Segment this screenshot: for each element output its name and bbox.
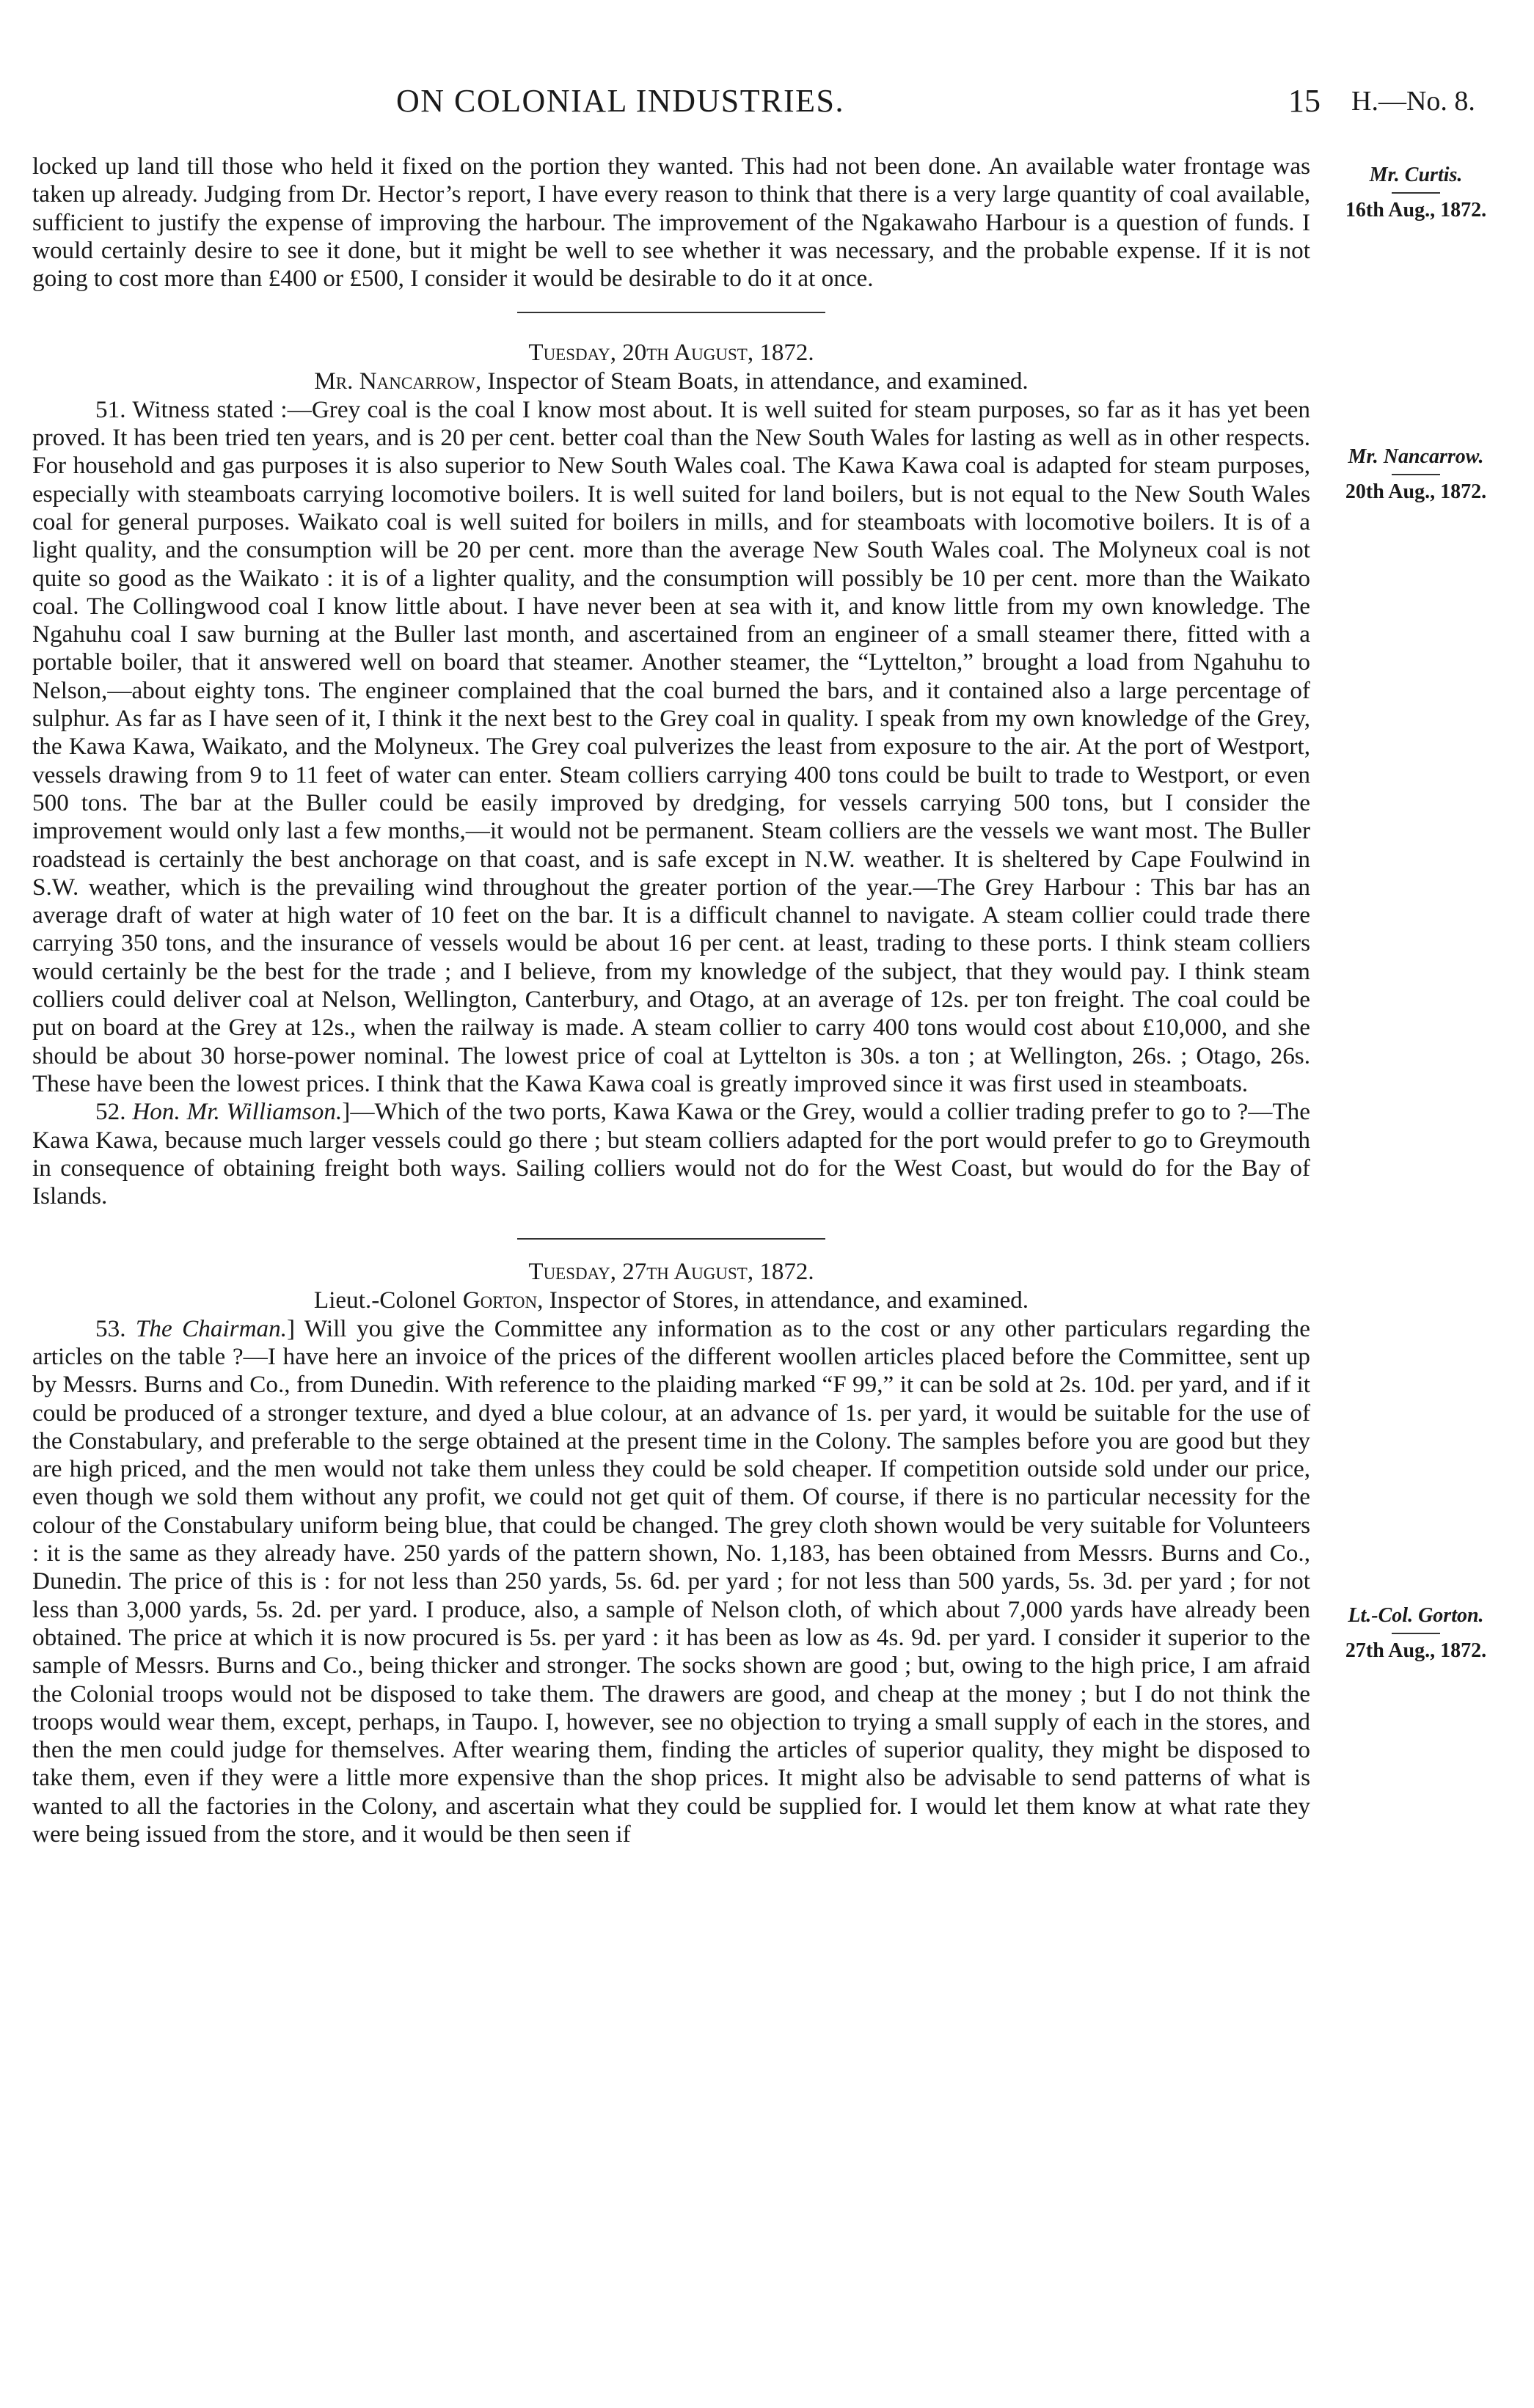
witness-name: Mr. Nancarrow <box>314 367 475 395</box>
speaker: The Chairman. <box>135 1314 288 1342</box>
paragraph-text: ]—Which of the two ports, Kawa Kawa or the Grey, would a collier trading prefer to go to ?—The Kawa Kawa, because much larger vessels could go there ; but steam colliers adapted for the port would prefer to go to Greymouth in consequence of obtaining freight both ways. Sailing colliers would not do for the West Coast, but would do for the Bay of Islands. <box>32 1098 1310 1210</box>
witness-role: , Inspector of Stores, in attendance, and examined. <box>537 1287 1029 1314</box>
margin-note-curtis <box>1321 163 1511 223</box>
margin-note-nancarrow <box>1321 444 1511 505</box>
date-heading-27-august: Tuesday, 27th August, 1872. <box>528 1259 814 1286</box>
paragraph-number: 52. <box>95 1098 133 1126</box>
margin-note-date: 16th Aug., 1872. <box>1345 199 1487 222</box>
margin-note-name: Lt.-Col. Gorton. <box>1348 1604 1484 1627</box>
running-title: ON COLONIAL INDUSTRIES. <box>396 83 844 119</box>
section-divider <box>517 312 825 313</box>
margin-note-rule <box>1392 474 1440 475</box>
margin-note-gorton <box>1321 1603 1511 1664</box>
witness-line-gorton <box>32 1287 1310 1314</box>
margin-note-name: Mr. Nancarrow. <box>1348 445 1484 468</box>
witness-line-nancarrow <box>32 367 1310 395</box>
witness-prefix: Lieut.-Colonel <box>313 1287 463 1314</box>
paragraph-text: ] Will you give the Committee any information as to the cost or any other particulars regarding the articles on the table ?—I have here an invoice of the prices of the different woollen articles placed before the Committee, sent up by Messrs. Burns and Co., from Dunedin. With reference to the plaiding marked “F 99,” it can be sold at 2s. 10d. per yard, and if it could be produced of a stronger texture, and dyed a blue colour, at an advance of 1s. per yard, it would be suitable for the use of the Constabulary, and preferable to the serge obtained at the present time in the Colony. The samples before you are good but they are high priced, and the men would not take them unless they could be sold cheaper. If competition outside sold under our price, even though we sold them without any profit, we could not get quit of them. Of course, if there is no particular necessity for the colour of the Constabulary uniform being blue, that could be changed. The grey cloth shown would be very suitable for Volunteers : it is the same as they already have. 250 yards of the pattern shown, No. 1,183, has been obtained from Messrs. Burns and Co., Dunedin. The price of this is : for not less than 250 yards, 5s. 6d. per yard ; for not less than 500 yards, 5s. 3d. per yard ; for not less than 3,000 yards, 5s. 2d. per yard. I produce, also, a sample of Nelson cloth, of which about 7,000 yards have already been obtained. The price at which it is now procured is 5s. per yard : it has been as low as 4s. 9d. per yard. I consider it superior to the sample of Messrs. Burns and Co., being thicker and stronger. The socks shown are good ; but, owing to the high price, I am afraid the Colonial troops would not be disposed to take them. The drawers are good, and cheap at the money ; but I do not think the troops would wear them, except, perhaps, in Taupo. I, however, see no objection to trying a small supply of each in the stores, and then the men could judge for themselves. After wearing them, finding the articles of superior quality, they might be disposed to take them, even if they were a little more expensive than the shop prices. It might also be advisable to send patterns of what is wanted to all the factories in the Colony, and ascertain what they could be supplied for. I would let them know at what rate they were being issued from the store, and it would be then seen if <box>32 1314 1310 1848</box>
margin-note-date: 20th Aug., 1872. <box>1345 480 1487 503</box>
page-header <box>0 82 1534 126</box>
main-text <box>32 153 1310 1848</box>
document-reference: H.—No. 8. <box>1351 86 1475 117</box>
margin-note-date: 27th Aug., 1872. <box>1345 1639 1487 1662</box>
section-divider <box>517 1238 825 1240</box>
date-heading-20-august: Tuesday, 20th August, 1872. <box>528 340 814 367</box>
margin-note-rule <box>1392 1633 1440 1634</box>
margin-note-rule <box>1392 192 1440 194</box>
paragraph-53 <box>32 1315 1310 1849</box>
speaker: Hon. Mr. Williamson. <box>132 1098 343 1126</box>
page-number: 15 <box>1288 83 1321 119</box>
margin-note-name: Mr. Curtis. <box>1369 164 1463 186</box>
continuation-paragraph: locked up land till those who held it fixed on the portion they wanted. This had not been done. An available water frontage was taken up already. Judging from Dr. Hector’s report, I have every reason to think that there is a very large quantity of coal available, sufficient to justify the expense of improving the harbour. The improvement of the Ngakawaho Harbour is a question of funds. I would certainly desire to see it done, but it might be well to see whether it was necessary, and the probable expense. If it is not going to cost more than £400 or £500, I consider it would be desirable to do it at once. <box>32 153 1310 293</box>
witness-name: Gorton <box>462 1287 538 1314</box>
paragraph-number: 53. <box>95 1314 136 1342</box>
paragraph-51: 51. Witness stated :—Grey coal is the coal I know most about. It is well suited for steam purposes, so far as it has yet been proved. It has been tried ten years, and is 20 per cent. better coal than the New South Wales for lasting as well as in other respects. For household and gas purposes it is also superior to New South Wales coal. The Kawa Kawa coal is adapted for steam purposes, especially with steamboats carrying locomotive boilers. It is well suited for land boilers, but is not equal to the New South Wales coal for general purposes. Waikato coal is well suited for boilers in mills, and for steamboats with locomotive boilers. It is of a light quality, and the consumption will be 20 per cent. more than the average New South Wales coal. The Molyneux coal is not quite so good as the Waikato : it is of a lighter quality, and the consumption will possibly be 10 per cent. more than the Waikato coal. The Collingwood coal I know little about. I have never been at sea with it, and know little from my own knowledge. The Ngahuhu coal I saw burning at the Buller last month, and ascertained from an engineer of a small steamer there, fitted with a portable boiler, that it answered well on board that steamer. Another steamer, the “Lyttelton,” brought a load from Ngahuhu to Nelson,—about eighty tons. The engineer complained that the coal burned the bars, and it contained also a large percentage of sulphur. As far as I have seen of it, I think it the next best to the Grey coal in quality. I speak from my own knowledge of the Grey, the Kawa Kawa, Waikato, and the Molyneux. The Grey coal pulverizes the least from exposure to the air. At the port of Westport, vessels drawing from 9 to 11 feet of water can enter. Steam colliers carrying 400 tons could be built to trade to Westport, or even 500 tons. The bar at the Buller could be easily improved by dredging, for vessels carrying 500 tons, but I consider the improvement would only last a few months,—it would not be permanent. Steam colliers are the vessels we want most. The Buller roadstead is certainly the best anchorage on that coast, and is safe except in N.W. weather. It is sheltered by Cape Foulwind in S.W. weather, which is the prevailing wind throughout the greater portion of the year.—The Grey Harbour : This bar has an average draft of water at high water of 10 feet on the bar. It is a difficult channel to navigate. A steam collier could trade there carrying 350 tons, and the insurance of vessels would be about 16 per cent. at least, trading to these ports. I think steam colliers would certainly be the best for the trade ; and I believe, from my knowledge of the subject, that they would pay. I think steam colliers could deliver coal at Nelson, Wellington, Canterbury, and Otago, at an average of 12s. per ton freight. The coal could be put on board at the Grey at 12s., when the railway is made. A steam collier to carry 400 tons would cost about £10,000, and she should be about 30 horse-power nominal. The lowest price of coal at Lyttelton is 30s. a ton ; at Wellington, 26s. ; Otago, 26s. These have been the lowest prices. I think that the Kawa Kawa coal is greatly improved since it was first used in steamboats. <box>32 395 1310 1097</box>
paragraph-52 <box>32 1098 1310 1210</box>
witness-role: , Inspector of Steam Boats, in attendance, and examined. <box>475 367 1029 395</box>
